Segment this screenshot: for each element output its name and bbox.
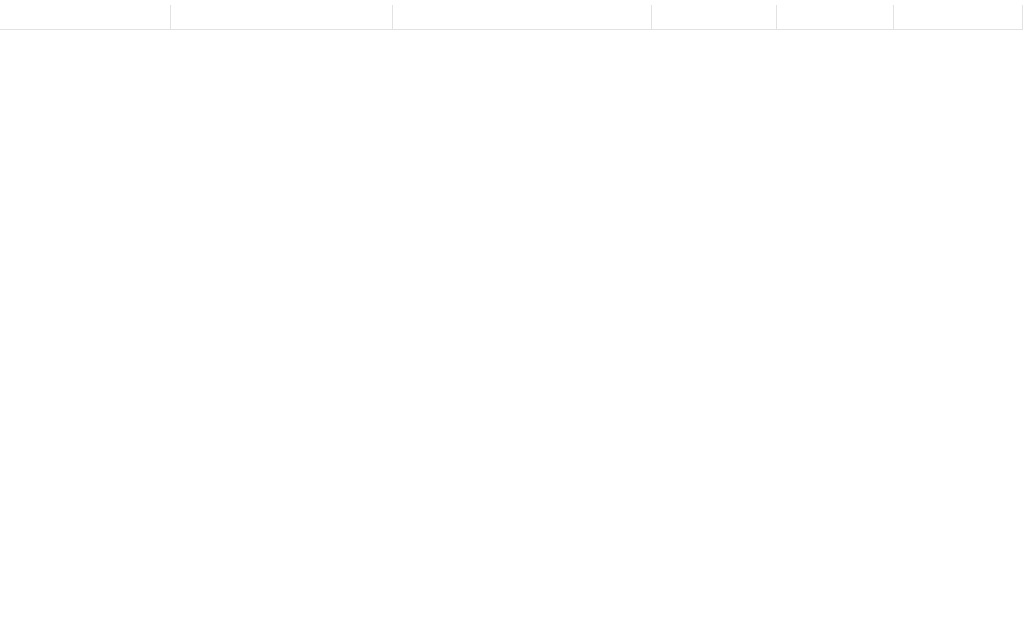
cell-header-a[interactable]: [0, 5, 171, 30]
cell-header-f[interactable]: [894, 5, 1023, 30]
cell-header-e[interactable]: [777, 5, 894, 30]
header-pull-vac[interactable]: [171, 5, 393, 30]
header-vac-decay-tank-canister[interactable]: [393, 5, 652, 30]
header-vac-decay-tank[interactable]: [652, 5, 777, 30]
